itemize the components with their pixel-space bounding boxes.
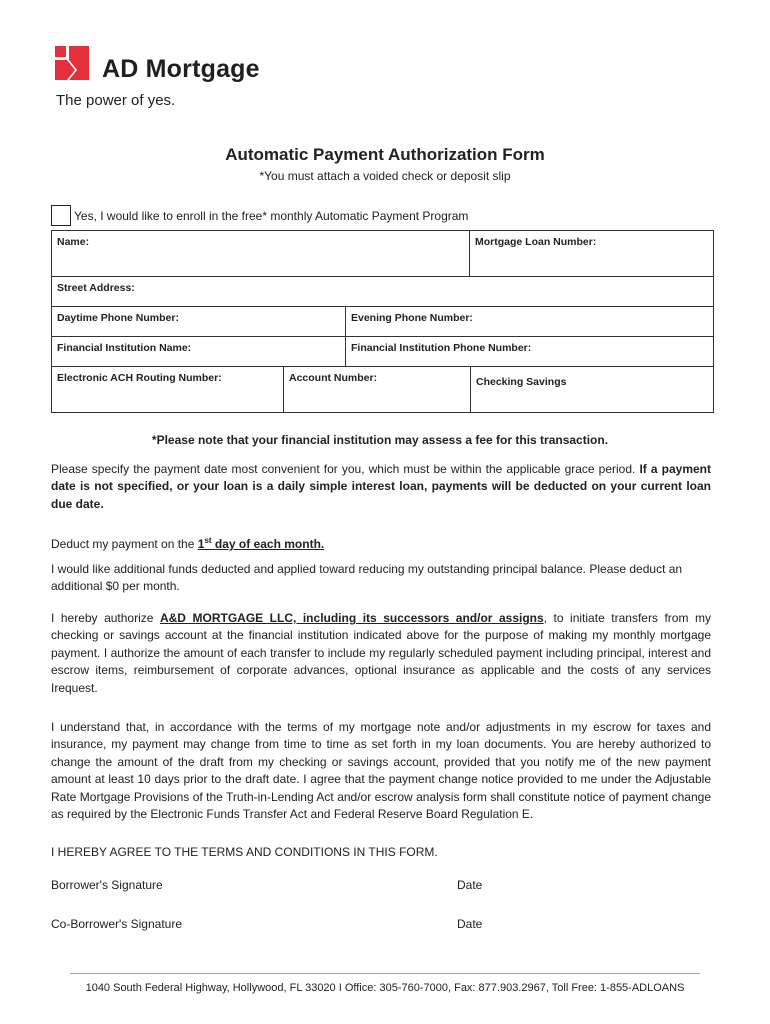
institution-name-label: Financial Institution Name: xyxy=(57,342,192,354)
enroll-label: Yes, I would like to enroll in the free* monthly Automatic Payment Program xyxy=(74,209,469,223)
evening-phone-label: Evening Phone Number: xyxy=(351,312,473,324)
form-title: Automatic Payment Authorization Form xyxy=(225,145,545,164)
institution-name-field[interactable] xyxy=(52,337,346,367)
footer-contact: 1040 South Federal Highway, Hollywood, FL 33020 I Office: 305-760-7000, Fax: 877.903.2967, Toll Free: 1-855-ADLOANS xyxy=(85,982,685,994)
ad-mortgage-logo-icon xyxy=(55,46,91,80)
authorize-rest: , to initiate transfers from my checking or savings account at the financial institution indicated above for the purpose of making my monthly mortgage payment. I authorize the amount of each transfer to include my regularly scheduled payment including principal, interest and escrow items, reimbursement of corporate advances, optional insurance as applicable and the costs of any services Irequest. xyxy=(51,611,711,695)
brand-name: AD Mortgage xyxy=(102,55,260,83)
footer-divider xyxy=(70,973,700,974)
deduct-day-suffix: st xyxy=(204,536,212,545)
deduct-day-value[interactable] xyxy=(198,537,325,551)
understand-paragraph: I understand that, in accordance with the terms of my mortgage note and/or adjustments in my escrow for taxes and insurance, my payment may change from time to time as set forth in my loan documents. You are hereby authorized to change the amount of the draft from my checking or savings account, provided that you notify me of the new payment amount at least 10 days prior to the draft date. I agree that the payment change notice provided to me under the Adjustable Rate Mortgage Provisions of the Truth-in-Lending Act and/or escrow analysis form shall constitute notice of payment change as required by the Electronic Funds Transfer Act and Federal Reserve Board Regulation E. xyxy=(51,720,711,822)
form-subtitle: *You must attach a voided check or deposit slip xyxy=(259,169,511,183)
agree-statement: I HEREBY AGREE TO THE TERMS AND CONDITIONS IN THIS FORM. xyxy=(51,845,438,859)
routing-number-field[interactable] xyxy=(52,367,284,412)
name-label: Name: xyxy=(57,236,90,248)
loan-number-label: Mortgage Loan Number: xyxy=(475,236,597,248)
street-address-field[interactable] xyxy=(52,277,713,307)
account-number-label: Account Number: xyxy=(289,372,378,384)
company-logo xyxy=(55,46,295,116)
payment-date-text: Please specify the payment date most convenient for you, which must be within the applicable grace period. xyxy=(51,462,636,476)
loan-number-field[interactable] xyxy=(470,231,713,277)
deduct-day: 1 xyxy=(197,537,205,551)
deduct-rest: day of each month. xyxy=(214,537,325,551)
authorization-paragraph xyxy=(51,610,711,697)
borrower-date-label: Date xyxy=(457,878,483,892)
evening-phone-field[interactable] xyxy=(346,307,713,337)
street-address-label: Street Address: xyxy=(57,282,135,294)
enroll-checkbox[interactable] xyxy=(51,205,71,226)
routing-number-label: Electronic ACH Routing Number: xyxy=(57,372,222,384)
name-field[interactable] xyxy=(52,231,470,277)
account-type-field[interactable] xyxy=(471,367,713,412)
brand-tagline: The power of yes. xyxy=(56,92,176,109)
payment-date-paragraph xyxy=(51,461,711,513)
deduct-prefix: Deduct my payment on the xyxy=(51,537,198,551)
coborrower-date-label: Date xyxy=(457,917,483,931)
authorize-prefix: I hereby authorize xyxy=(51,611,154,625)
fee-note: *Please note that your financial institution may assess a fee for this transaction. xyxy=(151,433,609,447)
applicant-info-table xyxy=(51,230,714,413)
payment-date-bold: If a payment date is not specified, or your loan is a daily simple interest loan, payments will be deducted on your current loan due date. xyxy=(51,462,711,511)
daytime-phone-label: Daytime Phone Number: xyxy=(57,312,179,324)
borrower-signature-label: Borrower's Signature xyxy=(51,878,163,892)
additional-funds-paragraph: I would like additional funds deducted and applied toward reducing my outstanding principal balance. Please deduct an additional $0 per month. xyxy=(51,562,683,594)
institution-phone-label: Financial Institution Phone Number: xyxy=(351,342,532,354)
account-type-label: Checking Savings xyxy=(476,376,567,388)
institution-phone-field[interactable] xyxy=(346,337,713,367)
coborrower-signature-label: Co-Borrower's Signature xyxy=(51,917,183,931)
account-number-field[interactable] xyxy=(284,367,471,412)
authorize-company: A&D MORTGAGE LLC, including its successors and/or assigns xyxy=(159,611,544,625)
daytime-phone-field[interactable] xyxy=(52,307,346,337)
deduct-paragraph xyxy=(51,536,711,553)
